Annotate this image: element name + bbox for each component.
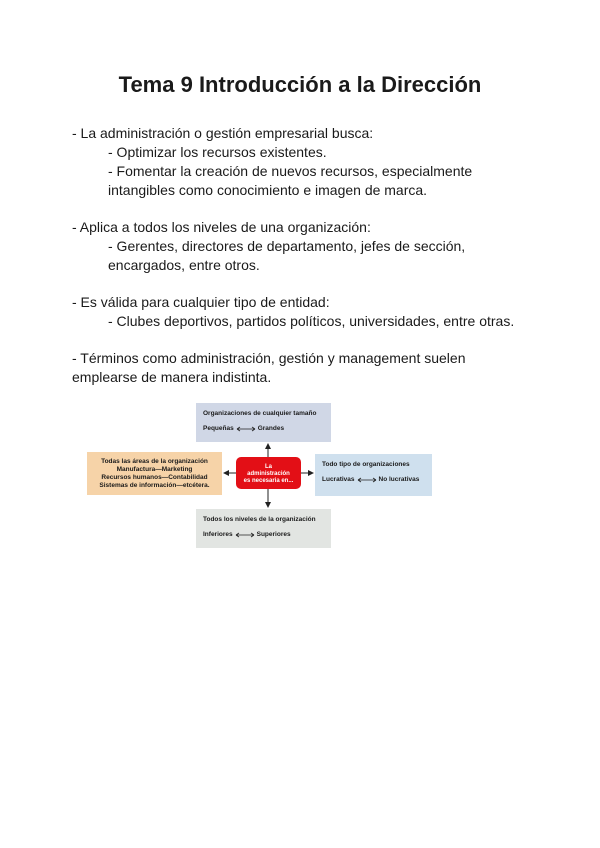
- box-central-concept: [236, 457, 301, 489]
- bullet-main: - Es válida para cualquier tipo de entidad:: [72, 294, 330, 310]
- paragraph-terms: [72, 349, 542, 387]
- bullet-main: - Términos como administración, gestión y management suelen: [72, 350, 466, 366]
- range-row: [322, 476, 419, 484]
- page-title: Tema 9 Introducción a la Dirección: [118, 72, 482, 97]
- box-line: Recursos humanos—Contabilidad: [101, 474, 208, 481]
- bullet-sub-continuation: encargados, entre otros.: [108, 257, 260, 273]
- paragraph-objectives: [72, 124, 542, 200]
- center-line: La: [264, 464, 272, 470]
- bullet-sub: - Optimizar los recursos existentes.: [108, 144, 327, 160]
- double-arrow-icon: [357, 477, 377, 483]
- box-organization-size: [196, 403, 331, 442]
- bullet-main: - La administración o gestión empresarial busca:: [72, 125, 374, 141]
- center-line: administración: [247, 471, 290, 477]
- double-arrow-icon: [236, 426, 256, 432]
- box-title: Todos los niveles de la organización: [203, 516, 316, 523]
- range-row: [203, 531, 291, 539]
- range-row: [203, 425, 284, 433]
- box-organization-types: [315, 454, 432, 496]
- center-line: es necesaria en...: [243, 478, 294, 484]
- box-organization-levels: [196, 509, 331, 548]
- range-left-label: Pequeñas: [203, 425, 234, 432]
- bullet-sub-continuation: intangibles como conocimiento e imagen de marca.: [108, 182, 428, 198]
- range-right-label: Grandes: [257, 425, 285, 432]
- bullet-main: - Aplica a todos los niveles de una organización:: [72, 219, 371, 235]
- double-arrow-icon: [235, 532, 255, 538]
- range-left-label: Lucrativas: [322, 476, 355, 483]
- box-line: Todas las áreas de la organización: [101, 458, 208, 465]
- box-title: Todo tipo de organizaciones: [322, 461, 410, 468]
- bullet-sub: - Gerentes, directores de departamento, jefes de sección,: [108, 238, 466, 254]
- bullet-sub: - Fomentar la creación de nuevos recursos, especialmente: [108, 163, 473, 179]
- box-organization-areas: [87, 452, 222, 495]
- bullet-sub: - Clubes deportivos, partidos políticos, universidades, entre otras.: [108, 313, 515, 329]
- paragraph-levels: [72, 218, 542, 275]
- box-line: Manufactura—Marketing: [116, 466, 193, 473]
- range-right-label: Superiores: [256, 531, 291, 538]
- range-left-label: Inferiores: [203, 531, 233, 538]
- document-body: [72, 124, 542, 405]
- paragraph-entities: [72, 293, 542, 331]
- range-right-label: No lucrativas: [378, 476, 420, 483]
- bullet-continuation: emplearse de manera indistinta.: [72, 369, 272, 385]
- box-line: Sistemas de información—etcétera.: [99, 482, 210, 489]
- box-title: Organizaciones de cualquier tamaño: [203, 410, 317, 417]
